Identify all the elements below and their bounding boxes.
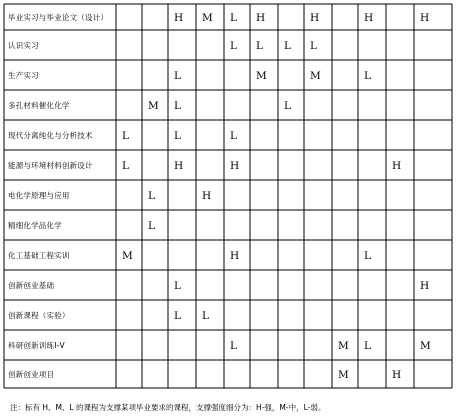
support-level-mark: H — [230, 160, 240, 172]
support-level-mark: M — [122, 250, 133, 262]
course-name: 精细化学品化学 — [8, 221, 62, 230]
support-level-mark: L — [256, 40, 263, 52]
support-level-mark: M — [420, 340, 431, 352]
course-name: 科研创新训练Ⅰ-Ⅴ — [8, 341, 65, 350]
support-level-mark: L — [284, 40, 291, 52]
support-level-mark: L — [364, 340, 371, 352]
course-name: 创新创业项目 — [8, 370, 55, 379]
support-level-mark: M — [256, 70, 267, 82]
support-level-mark: L — [230, 130, 237, 142]
course-name: 认识实习 — [8, 41, 39, 50]
support-level-mark: L — [284, 100, 291, 112]
support-level-mark: L — [174, 280, 181, 292]
course-name: 毕业实习与毕业论文（设计） — [8, 13, 109, 22]
support-level-mark: H — [310, 12, 320, 24]
support-level-mark: H — [174, 12, 184, 24]
support-level-mark: H — [364, 12, 374, 24]
course-name: 能源与环境材料创新设计 — [8, 161, 93, 170]
support-level-mark: L — [202, 310, 209, 322]
support-level-mark: H — [392, 160, 402, 172]
footnote: 注：标有 H、M、L 的课程为支撑某项毕业要求的课程，支撑强度细分为：H-强，M-中，L-弱。 — [10, 403, 326, 412]
support-level-mark: H — [174, 160, 184, 172]
course-name: 创新创业基础 — [8, 281, 55, 290]
support-level-mark: L — [148, 220, 155, 232]
support-level-mark: M — [202, 12, 213, 24]
support-level-mark: L — [310, 40, 317, 52]
course-name: 电化学原理与应用 — [8, 191, 70, 200]
support-level-mark: H — [256, 12, 266, 24]
support-level-mark: H — [420, 280, 430, 292]
course-name: 创新课程（实验） — [8, 311, 70, 320]
support-level-mark: L — [364, 70, 371, 82]
course-name: 生产实习 — [8, 71, 39, 80]
support-level-mark: M — [338, 369, 349, 381]
support-level-mark: H — [420, 12, 430, 24]
support-level-mark: L — [122, 160, 129, 172]
support-level-mark: L — [174, 130, 181, 142]
course-name: 现代分离纯化与分析技术 — [8, 131, 93, 140]
support-level-mark: M — [310, 70, 321, 82]
course-name: 化工基础工程实训 — [8, 251, 70, 260]
support-level-mark: L — [230, 12, 237, 24]
support-level-mark: H — [392, 369, 402, 381]
support-level-mark: L — [122, 130, 129, 142]
support-level-mark: M — [338, 340, 349, 352]
course-name: 多孔材料催化化学 — [8, 101, 70, 110]
support-level-mark: M — [148, 100, 159, 112]
support-level-mark: H — [230, 250, 240, 262]
table-cells — [8, 12, 431, 381]
support-level-mark: L — [230, 340, 237, 352]
support-level-mark: L — [230, 40, 237, 52]
support-level-mark: L — [174, 70, 181, 82]
support-level-mark: L — [364, 250, 371, 262]
table-grid — [4, 4, 452, 388]
support-level-mark: L — [174, 310, 181, 322]
support-level-mark: L — [174, 100, 181, 112]
support-level-mark: L — [148, 190, 155, 202]
support-level-mark: H — [202, 190, 212, 202]
